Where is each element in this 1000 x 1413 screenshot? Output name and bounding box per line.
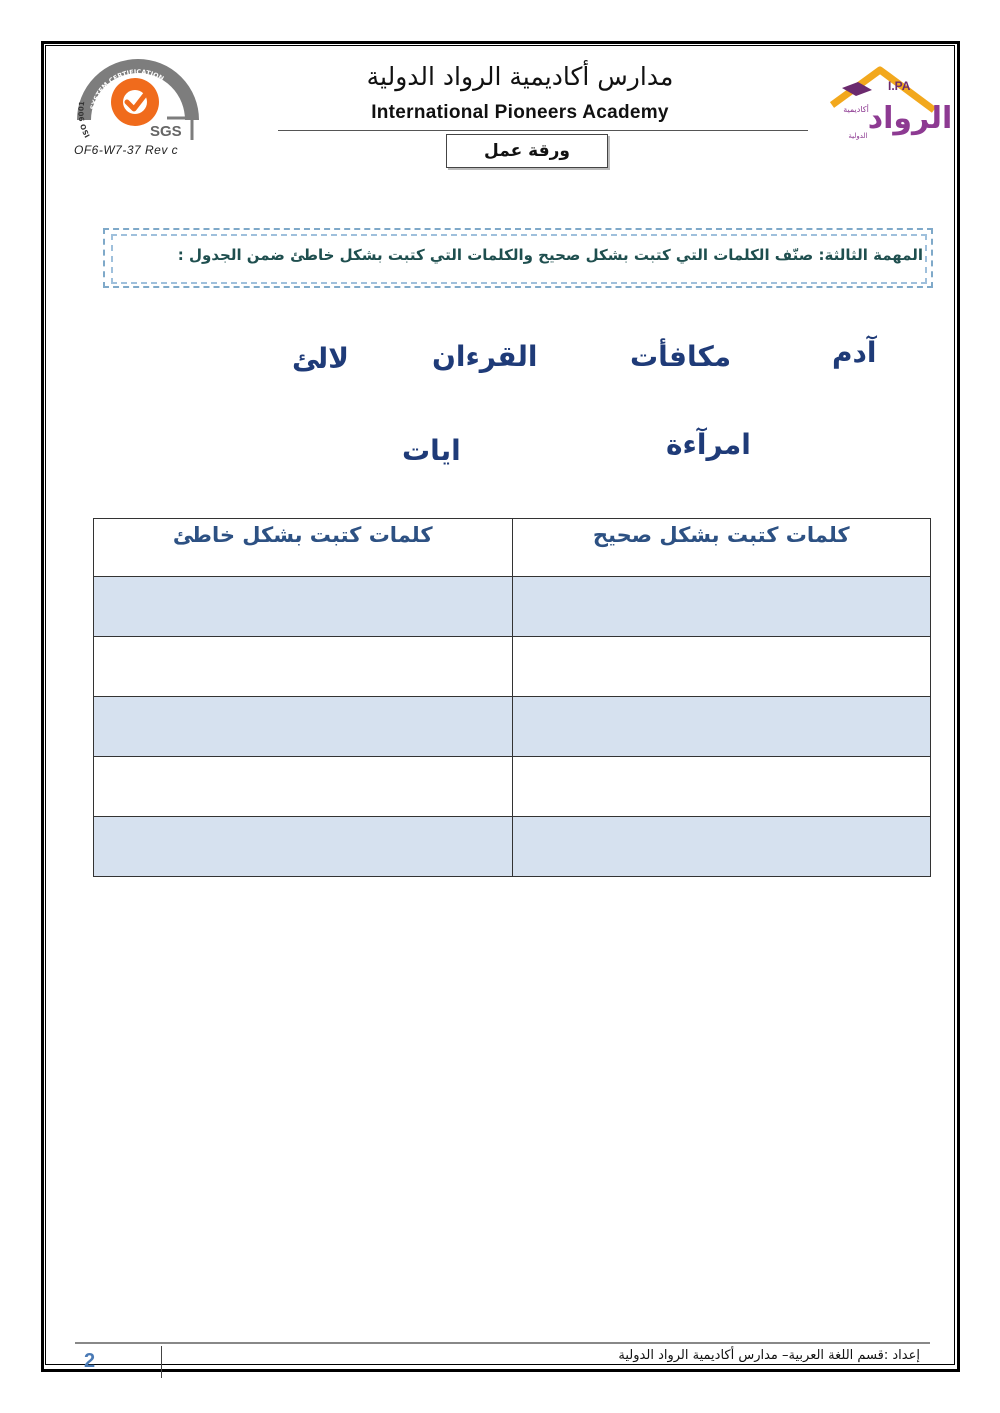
ipa-name-text: الرواد [867,101,953,136]
sgs-ring-text: SYSTEM CERTIFICATION [88,67,166,111]
footer-divider [75,1342,930,1344]
correct-word-cell[interactable] [512,817,931,877]
sgs-certification-logo [72,58,202,143]
column-header-correct: كلمات كتبت بشكل صحيح [512,519,931,577]
word-bank-item: مكافأت [630,340,732,373]
correct-word-cell[interactable] [512,757,931,817]
correct-word-cell[interactable] [512,637,931,697]
correct-word-cell[interactable] [512,697,931,757]
header-divider [278,130,808,131]
footer-vertical-divider [161,1346,162,1378]
column-header-incorrect: كلمات كتبت بشكل خاطئ [94,519,513,577]
table-row [94,637,931,697]
incorrect-word-cell[interactable] [94,577,513,637]
worksheet-label: ورقة عمل [446,134,608,168]
word-bank-item: امرآءة [666,428,751,461]
sorting-table [93,518,931,877]
footer-credit: إعداد :قسم اللغة العربية– مدارس أكاديمية الرواد الدولية [618,1348,920,1363]
word-bank-item: ايات [402,434,461,467]
ipa-academy-logo [812,60,953,145]
sgs-brand-text: SGS [150,123,182,140]
table-row [94,817,931,877]
school-name-arabic: مدارس أكاديمية الرواد الدولية [366,62,674,91]
incorrect-word-cell[interactable] [94,637,513,697]
table-row [94,697,931,757]
document-code: OF6-W7-37 Rev c [74,143,179,157]
table-row [94,577,931,637]
incorrect-word-cell[interactable] [94,817,513,877]
word-bank-item: آدم [832,336,877,369]
word-bank-item: القرءان [432,340,538,373]
page-number: 2 [84,1350,96,1372]
ipa-small-text: أكاديمية [843,105,869,114]
school-name-english: International Pioneers Academy [371,102,669,123]
table-row [94,757,931,817]
incorrect-word-cell[interactable] [94,757,513,817]
word-bank-item: لالئ [292,342,350,375]
correct-word-cell[interactable] [512,577,931,637]
ipa-sub-text: الدولية [848,132,868,140]
task-instruction: المهمة الثالثة: صنّف الكلمات التي كتبت بشكل صحيح والكلمات التي كتبت بشكل خاطئ ضمن الجدول : [177,246,923,264]
ipa-abbr-text: I.PA [888,79,911,93]
sgs-iso-text: ISO 9001 [77,100,92,139]
incorrect-word-cell[interactable] [94,697,513,757]
